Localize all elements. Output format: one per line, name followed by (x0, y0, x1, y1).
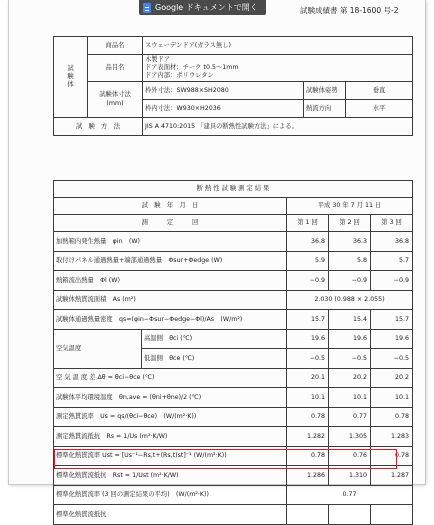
product-name-value: スウェーデンドア(ガラス無し) (143, 37, 413, 55)
heatflow-label: 熱流方向 (304, 100, 346, 118)
frame-inner-dims: 枠内寸法：W930×H2036 (143, 100, 304, 118)
table-row: 試験体通過熱量密度 qs=(φin−Φsur−Φedge−Φl)/As (W/m²) 15.7 15.4 15.7 (54, 310, 413, 330)
table-row: 空気温度 高温側 θci (℃) 19.6 19.6 19.6 (54, 329, 413, 349)
item-name-label: 品目名 (88, 55, 143, 82)
frame-outer-dims: 枠外寸法：SW988×SH2080 (143, 82, 304, 100)
posture-label: 試験体姿勢 (304, 82, 346, 100)
table-row: 加熱箱内発生熱量 φin (W) 36.8 36.3 36.8 (54, 232, 413, 252)
table-row: 空 気 温 度 差 Δθ = θci−θce (℃) 20.1 20.2 20.2 (54, 368, 413, 388)
average-value: 0.77 (287, 485, 413, 505)
table-row: 試験体熱貫流面積 As (m²) 2.030 (0.988 × 2.055) (54, 290, 413, 310)
average-row (54, 485, 413, 505)
specimen-section-label: 試 験 体 (54, 37, 88, 118)
table-row: 試験体平均環境温度 θn,ave = (θni+θne)/2 (℃) 10.1 10.1 10.1 (54, 388, 413, 408)
test-date-label: 試 験 年 月 日 (54, 198, 287, 215)
specimen-dims-label: 試験体寸法 (mm) (88, 82, 143, 118)
heatflow-value: 水平 (346, 100, 413, 118)
run-2-header: 第 2 回 (329, 215, 371, 232)
average-label: 標準化熱貫流率 (3 回の測定結果の平均) (W/(m²·K)) (54, 485, 287, 505)
table-row: 熱箱流出熱量 Φl (W) −0.9 −0.9 −0.9 (54, 271, 413, 291)
results-table (53, 180, 413, 525)
specimen-table (53, 36, 413, 136)
table-row: 測定熱貫流抵抗 Rs = 1/Us (m²·K/W) 1.282 1.305 1.283 (54, 427, 413, 447)
measurement-header: 測 定 回 (54, 215, 287, 232)
run-3-header: 第 3 回 (371, 215, 413, 232)
table-row: 標準化熱貫流抵抗 (54, 505, 413, 525)
open-in-google-docs-button[interactable] (139, 0, 266, 15)
air-temp-label: 空気温度 (54, 329, 142, 368)
test-method-label: 試 験 方 法 (54, 118, 143, 136)
table-row: 測定熱貫流率 Us = qs/(θci−θce) (W/(m²·K)) 0.78 0.77 0.78 (54, 407, 413, 427)
run-1-header: 第 1 回 (287, 215, 329, 232)
product-name-label: 商品名 (88, 37, 143, 55)
posture-value: 垂直 (346, 82, 413, 100)
item-name-value: 木製ドア ドア表面材：チーク t0.5～1mm ドア内部：ポリウレタン (143, 55, 413, 82)
open-in-google-docs-label: Google ドキュメントで開く (155, 3, 258, 12)
google-docs-icon (143, 3, 151, 13)
results-title: 断 熱 性 試 験 測 定 結 果 (54, 181, 413, 198)
test-method-value: JIS A 4710:2015 「建具の断熱性試験方法」による。 (143, 118, 413, 136)
table-row: 低温側 θce (℃) −0.5 −0.5 −0.5 (54, 349, 413, 369)
table-row: 標準化熱貫流率 Ust = [Us⁻¹−Rs,t+(Rs,t)st]⁻¹ (W/(m²·K)) 0.78 0.76 0.78 (54, 446, 413, 466)
table-row: 取付けパネル通過熱量+端部通過熱量 Φsur+Φedge (W) 5.9 5.8 5.7 (54, 251, 413, 271)
test-date-value: 平成 30 年 7 月 11 日 (287, 198, 413, 215)
document-number: 試験成績書 第 18-1600 号-2 (300, 6, 399, 15)
table-row: 標準化熱貫流抵抗 Rst = 1/Ust (m²·K/W) 1.286 1.310 1.287 (54, 466, 413, 486)
